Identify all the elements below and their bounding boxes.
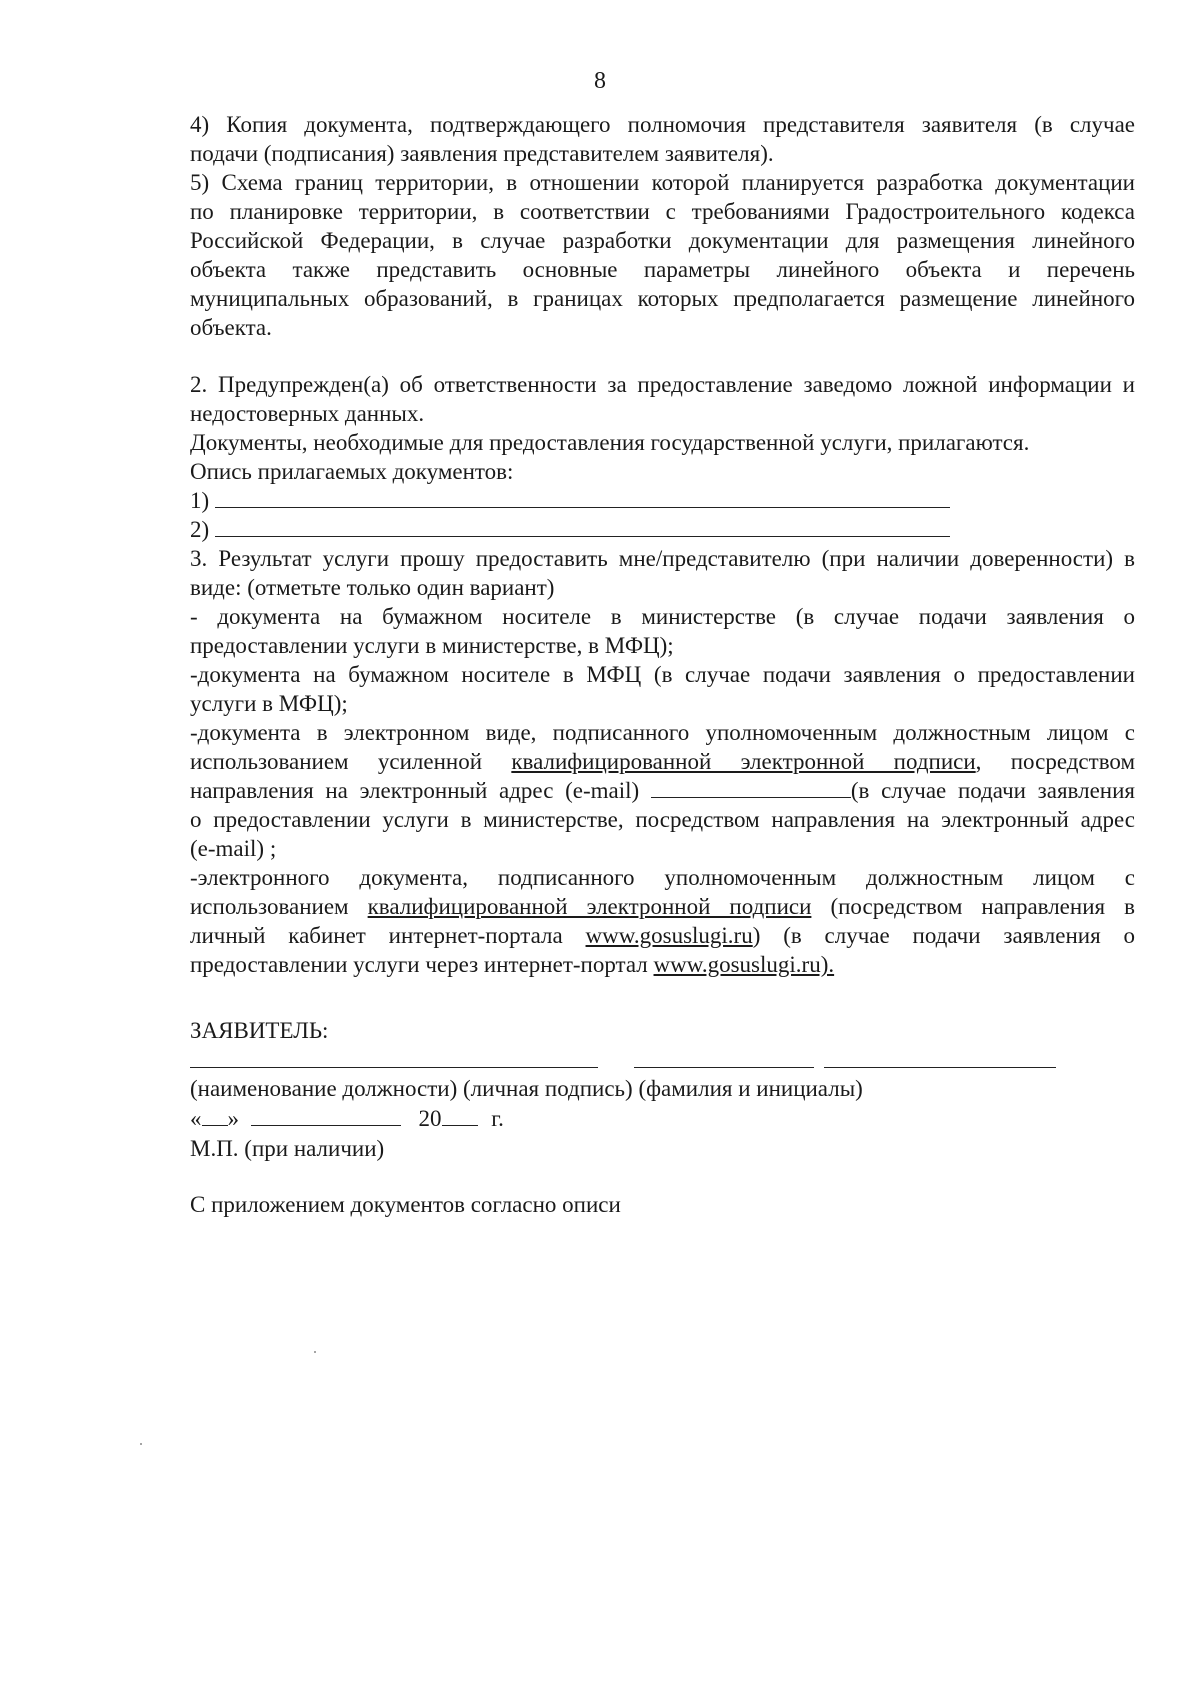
year-field[interactable] <box>442 1105 478 1126</box>
option-electronic-email: -документа в электронном виде, подписанного уполномоченным должностным лицом с <box>190 720 1135 745</box>
option-electronic-email: о предоставлении услуги в министерстве, посредством направления на электронный адрес <box>190 807 1135 832</box>
option-paper-ministry: - документа на бумажном носителе в министерстве (в случае подачи заявления о <box>190 604 1135 629</box>
item-5-line: по планировке территории, в соответствии с требованиями Градостроительного кодекса <box>190 199 1135 224</box>
day-field[interactable] <box>202 1105 228 1126</box>
signature-captions: (наименование должности) (личная подпись) (фамилия и инициалы) <box>190 1076 863 1101</box>
section-2-line: Опись прилагаемых документов: <box>190 459 514 484</box>
section-3-line: 3. Результат услуги прошу предоставить мне/представителю (при наличии доверенности) в <box>190 546 1135 571</box>
item-5-line: муниципальных образований, в границах которых предполагается размещение линейного <box>190 286 1135 311</box>
section-2-line: Документы, необходимые для предоставления государственной услуги, прилагаются. <box>190 430 1030 455</box>
month-field[interactable] <box>251 1105 401 1126</box>
option-paper-mfc: -документа на бумажном носителе в МФЦ (в случае подачи заявления о предоставлении <box>190 662 1135 687</box>
item-5-line: объекта. <box>190 315 272 340</box>
item-4-paragraph <box>190 110 1135 342</box>
date-line: « » 20 г. <box>190 1106 504 1131</box>
full-name-field[interactable] <box>824 1067 1056 1068</box>
position-name-field[interactable] <box>190 1067 598 1068</box>
option-paper-ministry: предоставлении услуги в министерстве, в МФЦ); <box>190 633 674 658</box>
section-2 <box>190 370 1135 544</box>
item-4-line: 4) Копия документа, подтверждающего полномочия представителя заявителя (в случае <box>190 112 1135 137</box>
scan-speck <box>140 1443 142 1445</box>
gosuslugi-link[interactable]: www.gosuslugi.ru <box>585 923 753 948</box>
option-electronic-email: использованием усиленной квалифицированной электронной подписи, посредством <box>190 749 1136 774</box>
gosuslugi-link[interactable]: www.gosuslugi.ru). <box>653 952 835 977</box>
option-electronic-portal: предоставлении услуги через интернет-портал www.gosuslugi.ru). <box>190 952 835 977</box>
option-paper-mfc: услуги в МФЦ); <box>190 691 348 716</box>
attachment-list-item-2: 2) <box>190 515 1135 544</box>
seal-note: М.П. (при наличии) <box>190 1136 385 1161</box>
item-5-line: 5) Схема границ территории, в отношении которой планируется разработка документации <box>190 170 1135 195</box>
option-electronic-email: направления на электронный адрес (e-mail) (в случае подачи заявления <box>190 778 1135 803</box>
page-number: 8 <box>594 68 606 94</box>
scan-speck <box>314 1351 316 1353</box>
item-5-line: объекта также представить основные параметры линейного объекта и перечень <box>190 257 1135 282</box>
attachment-note: С приложением документов согласно описи <box>190 1192 621 1217</box>
attachment-list-item-1: 1) <box>190 486 1135 515</box>
option-electronic-portal: -электронного документа, подписанного уполномоченным должностным лицом с <box>190 865 1135 890</box>
item-5-line: Российской Федерации, в случае разработки документации для размещения линейного <box>190 228 1135 253</box>
applicant-heading: ЗАЯВИТЕЛЬ: <box>190 1018 329 1043</box>
section-3-line: виде: (отметьте только один вариант) <box>190 575 555 600</box>
section-3 <box>190 544 1135 979</box>
item-4-line: подачи (подписания) заявления представителем заявителя). <box>190 141 774 166</box>
option-electronic-email: (e-mail) ; <box>190 836 277 861</box>
option-electronic-portal: использованием квалифицированной электронной подписи (посредством направления в <box>190 894 1135 919</box>
attachment-item-2-field[interactable] <box>215 516 950 537</box>
signature-field[interactable] <box>634 1067 814 1068</box>
option-electronic-portal: личный кабинет интернет-портала www.gosuslugi.ru) (в случае подачи заявления о <box>190 923 1135 948</box>
section-2-line: недостоверных данных. <box>190 401 425 426</box>
email-field[interactable] <box>651 777 851 798</box>
attachment-item-1-field[interactable] <box>215 487 950 508</box>
section-2-line: 2. Предупрежден(а) об ответственности за предоставление заведомо ложной информации и <box>190 372 1135 397</box>
